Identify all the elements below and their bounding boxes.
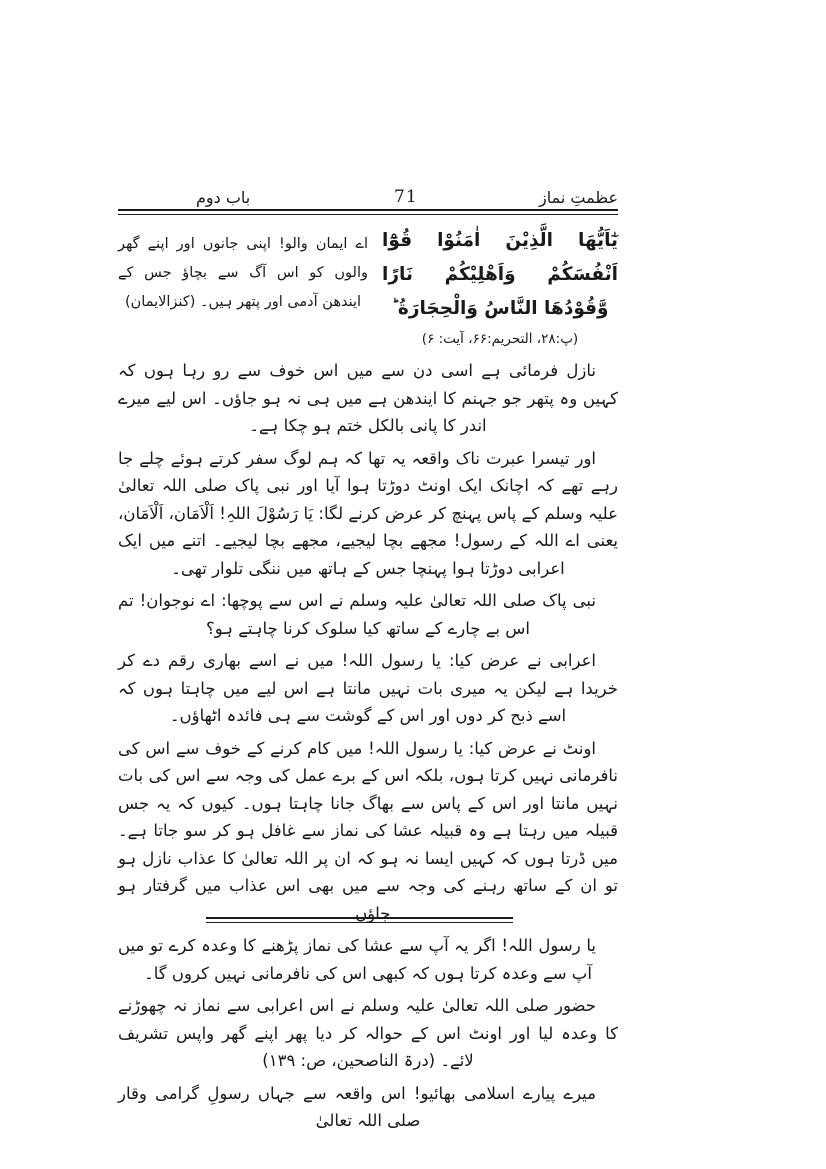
quran-verse-translation: اے ایمان والو! اپنی جانوں اور اپنے گھر والوں کو اس آگ سے بچاؤ جس کے ایندھن آدمی اور پتھر ہیں۔ (کنزالایمان) bbox=[118, 236, 368, 310]
paragraph: اونٹ نے عرض کیا: یا رسول اللہ! میں کام کرنے کے خوف سے اس کی نافرمانی نہیں کرتا ہوں، بلکہ اس کے برے عمل کی وجہ سے اس کی بات نہیں مانتا اور اس کے پاس سے بھاگ جانا چاہتا ہوں۔ کیوں کہ یہ جس قبیلہ میں رہتا ہے وہ قبیلہ عشا کی نماز سے غافل ہو کر سو جاتا ہے۔ میں ڈرتا ہوں کہ کہیں ایسا نہ ہو کہ ان پر اللہ تعالیٰ کا عذاب نازل ہو تو ان کے ساتھ رہنے کی وجہ سے میں بھی اس عذاب میں گرفتار ہو جاؤں۔ bbox=[118, 738, 618, 923]
paragraph: حضور صلی اللہ تعالیٰ علیہ وسلم نے اس اعرابی سے نماز نہ چھوڑنے کا وعدہ لیا اور اونٹ اس کے حوالہ کر دیا پھر اپنے گھر واپس تشریف لائے۔ (درۃ الناصحین، ص: ۱۳۹) bbox=[118, 996, 618, 1070]
paragraph: میرے پیارے اسلامی بھائیو! اس واقعہ سے جہاں رسولِ گرامی وقار صلی اللہ تعالیٰ bbox=[118, 1083, 596, 1130]
quran-verse-arabic: يٰٓاَيُّهَا الَّذِيْنَ اٰمَنُوْا قُوْٓا اَنْفُسَكُمْ وَاَهْلِيْكُمْ نَارًا وَّقُوْدُهَا النَّاسُ وَالْحِجَارَةُ ؕ bbox=[382, 230, 618, 319]
header-rule bbox=[118, 209, 618, 215]
paragraph: نازل فرمائی ہے اسی دن سے میں اس خوف سے رو رہا ہوں کہ کہیں وہ پتھر جو جہنم کا ایندھن ہے میں ہی نہ ہو جاؤں۔ اس لیے میرے اندر کا پانی بالکل ختم ہو چکا ہے۔ bbox=[118, 361, 618, 435]
paragraph: نبی پاک صلی اللہ تعالیٰ علیہ وسلم نے اس سے پوچھا: اے نوجوان! تم اس بے چارے کے ساتھ کیا سلوک کرنا چاہتے ہو؟ bbox=[118, 591, 596, 638]
page-number: 71 bbox=[394, 187, 418, 207]
body-text bbox=[118, 357, 618, 1135]
paragraph: اعرابی نے عرض کیا: یا رسول اللہ! میں نے اسے بھاری رقم دے کر خریدا ہے لیکن یہ میری بات نہیں مانتا ہے اس لیے میں چاہتا ہوں کہ اسے ذبح کر دوں اور اس کے گوشت سے ہی فائدہ اٹھاؤں۔ bbox=[118, 651, 618, 725]
quran-verse-reference: (پ:۲۸، التحریم:۶۶، آیت: ۶) bbox=[421, 331, 579, 347]
book-title: عظمتِ نماز bbox=[538, 188, 618, 207]
page-header bbox=[118, 183, 618, 209]
text-block bbox=[118, 183, 618, 1140]
footer-rule bbox=[206, 917, 513, 923]
verse-section bbox=[118, 224, 618, 347]
paragraph: اور تیسرا عبرت ناک واقعہ یہ تھا کہ ہم لوگ سفر کرتے ہوئے چلے جا رہے تھے کہ اچانک ایک اونٹ دوڑتا ہوا آیا اور نبی پاک صلی اللہ تعالیٰ علیہ وسلم کے پاس پہنچ کر عرض کرنے لگا: یَا رَسُوْلَ اللہِ! اَلْاَمَان، اَلْاَمَان، یعنی اے اللہ کے رسول! مجھے بچا لیجیے، مجھے بچا لیجیے۔ اتنے میں ایک اعرابی دوڑتا ہوا پہنچا جس کے ہاتھ میں ننگی تلوار تھی۔ bbox=[118, 448, 618, 578]
chapter-title: باب دوم bbox=[196, 188, 251, 207]
verse-column bbox=[382, 224, 618, 347]
paragraph: یا رسول اللہ! اگر یہ آپ سے عشا کی نماز پڑھنے کا وعدہ کرے تو میں آپ سے وعدہ کرتا ہوں کہ کبھی اس کی نافرمانی نہیں کروں گا۔ bbox=[118, 936, 596, 983]
